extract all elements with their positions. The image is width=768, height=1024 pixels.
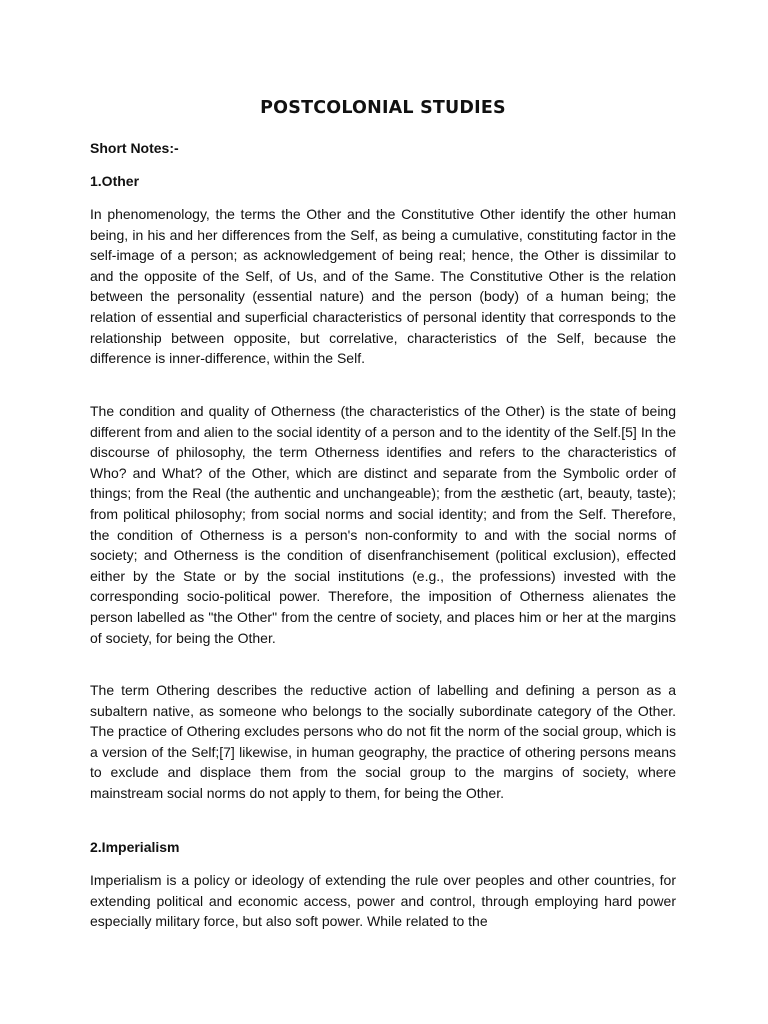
paragraph-othering: The term Othering describes the reductive action of labelling and defining a person as a subaltern native, as someone who belongs to the socially subordinate category of the Other. The practice of Othering excludes persons who do not fit the norm of the social group, which is a version of the Self;[7] likewise, in human geography, the practice of othering persons means to exclude and displace them from the social group to the margins of society, where mainstream social norms do not apply to them, for being the Other. <box>90 682 676 801</box>
paragraph-other-definition: In phenomenology, the terms the Other and the Constitutive Other identify the other human being, in his and her differences from the Self, as being a cumulative, constituting factor in the self-image of a person; as acknowledgement of being real; hence, the Other is dissimilar to and the opposite of the Self, of Us, and of the Same. The Constitutive Other is the relation between the personality (essential nature) and the person (body) of a human being; the relation of essential and superficial characteristics of personal identity that corresponds to the relationship between opposite, but correlative, characteristics of the Self, because the difference is inner-difference, within the Self. <box>90 206 676 367</box>
short-notes-heading: Short Notes:- <box>90 140 179 156</box>
document-title: POSTCOLONIAL STUDIES <box>260 98 506 118</box>
paragraph-otherness: The condition and quality of Otherness (the characteristics of the Other) is the state of being different from and alien to the social identity of a person and to the identity of the Self.[5] In the discourse of philosophy, the term Otherness identifies and refers to the characteristics of Who? and What? of the Other, which are distinct and separate from the Symbolic order of things; from the Real (the authentic and unchangeable); from the æsthetic (art, beauty, taste); from political philosophy; from social norms and social identity; and from the Self. Therefore, the condition of Otherness is a person's non-conformity to and with the social norms of society; and Otherness is the condition of disenfranchisement (political exclusion), effected either by the State or by the social institutions (e.g., the professions) invested with the corresponding socio-political power. Therefore, the imposition of Otherness alienates the person labelled as "the Other" from the centre of society, and places him or her at the margins of society, for being the Other. <box>90 403 676 646</box>
paragraph-imperialism: Imperialism is a policy or ideology of extending the rule over peoples and other countries, for extending political and economic access, power and control, through employing hard power especially military force, but also soft power. While related to the <box>90 872 676 930</box>
section-heading-imperialism: 2.Imperialism <box>90 839 180 855</box>
document-page <box>90 0 676 1024</box>
section-heading-other: 1.Other <box>90 173 140 189</box>
